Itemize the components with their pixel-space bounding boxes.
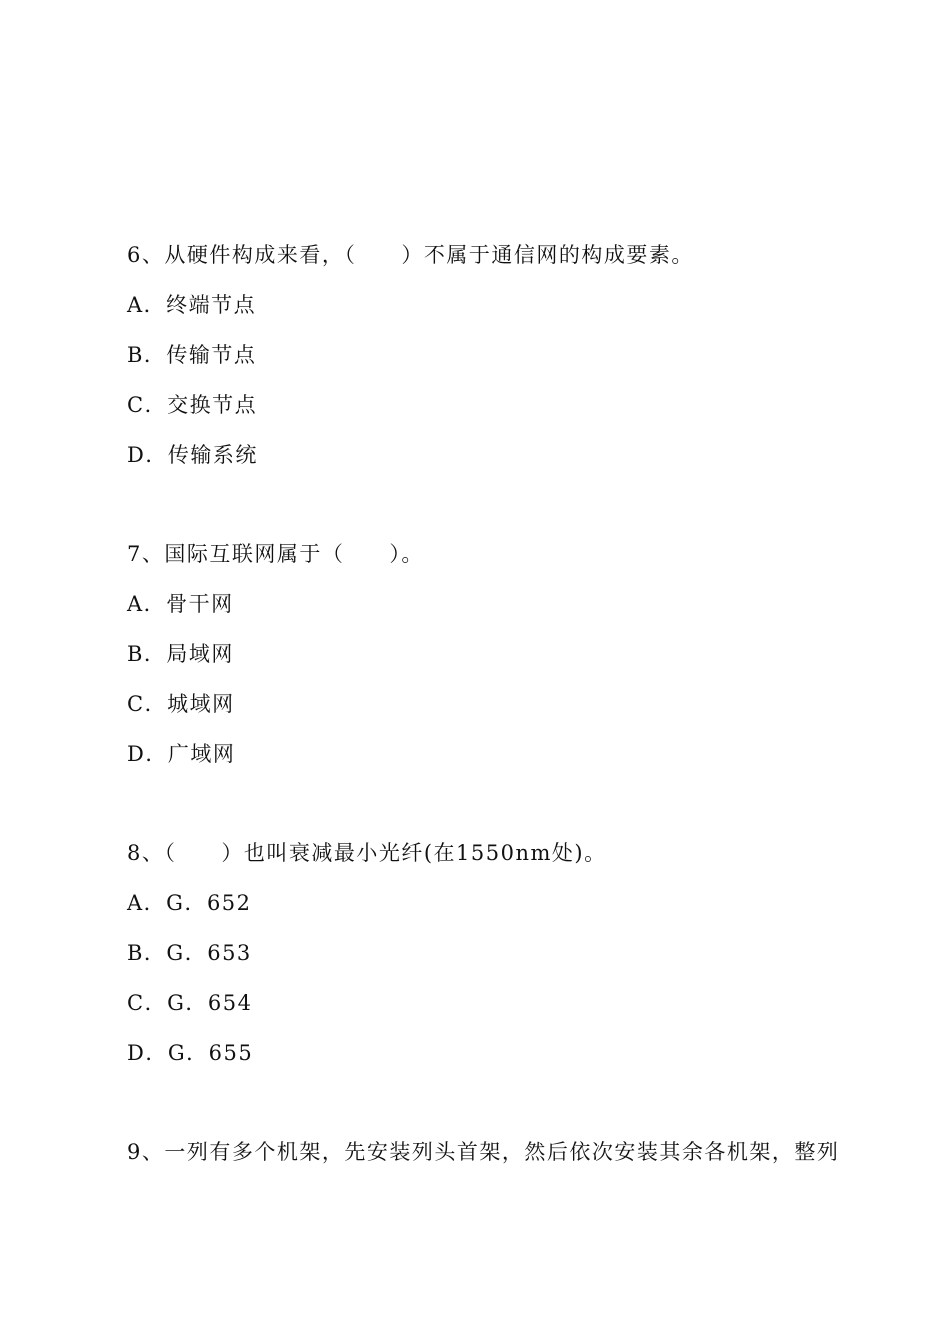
question-6-option-d: D．传输系统 <box>127 443 258 467</box>
question-6-option-c: C．交换节点 <box>127 393 258 417</box>
question-9-stem: 9、一列有多个机架，先安装列头首架，然后依次安装其余各机架，整列 <box>127 1140 840 1164</box>
question-7-stem: 7、国际互联网属于（ ）。 <box>127 542 424 566</box>
question-6-stem: 6、从硬件构成来看，（ ）不属于通信网的构成要素。 <box>127 243 694 267</box>
question-7-option-d: D．广域网 <box>127 742 236 766</box>
question-8-option-d: D．G．655 <box>127 1041 254 1065</box>
question-6-option-b: B．传输节点 <box>127 343 257 367</box>
question-8-option-b: B．G．653 <box>127 941 252 965</box>
question-8-option-a: A．G．652 <box>127 891 252 915</box>
question-7-option-a: A．骨干网 <box>127 592 234 616</box>
question-8-option-c: C．G．654 <box>127 991 253 1015</box>
question-7-option-c: C．城域网 <box>127 692 235 716</box>
question-7-option-b: B．局域网 <box>127 642 234 666</box>
question-8-stem: 8、（ ）也叫衰减最小光纤(在1550nm处)。 <box>127 841 607 865</box>
question-6-option-a: A．终端节点 <box>127 293 257 317</box>
